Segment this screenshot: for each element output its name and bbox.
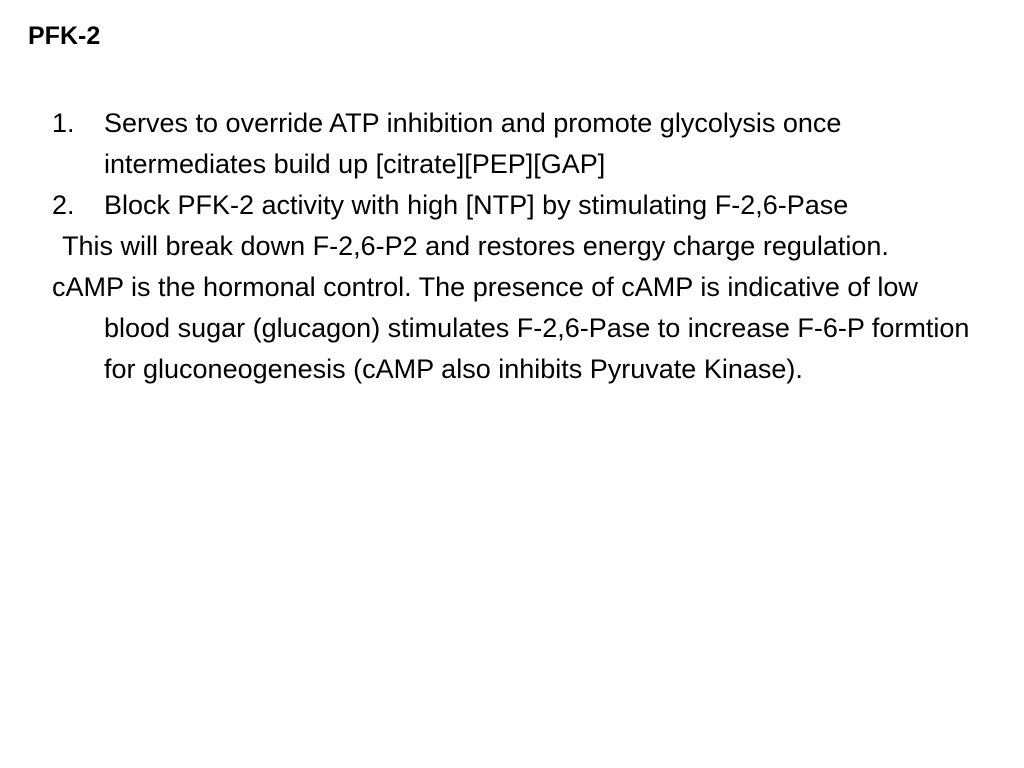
item-text: Serves to override ATP inhibition and promote glycolysis once intermediates build up [citrate][PEP][GAP] — [104, 108, 842, 179]
numbered-item-1 — [52, 103, 982, 185]
paragraph-energy-charge: This will break down F-2,6-P2 and restores energy charge regulation. — [62, 231, 889, 261]
item-number: 1. — [52, 108, 75, 138]
paragraph-camp-control: cAMP is the hormonal control. The presence of cAMP is indicative of low blood sugar (glucagon) stimulates F-2,6-Pase to increase F-6-P formtion for gluconeogenesis (cAMP also inhibits Pyruvate Kinase). — [52, 272, 970, 384]
numbered-item-2 — [52, 185, 982, 226]
item-text: Block PFK-2 activity with high [NTP] by stimulating F-2,6-Pase — [104, 190, 849, 220]
slide-title: PFK-2 — [28, 22, 101, 50]
item-number: 2. — [52, 190, 75, 220]
slide-body — [52, 103, 982, 390]
